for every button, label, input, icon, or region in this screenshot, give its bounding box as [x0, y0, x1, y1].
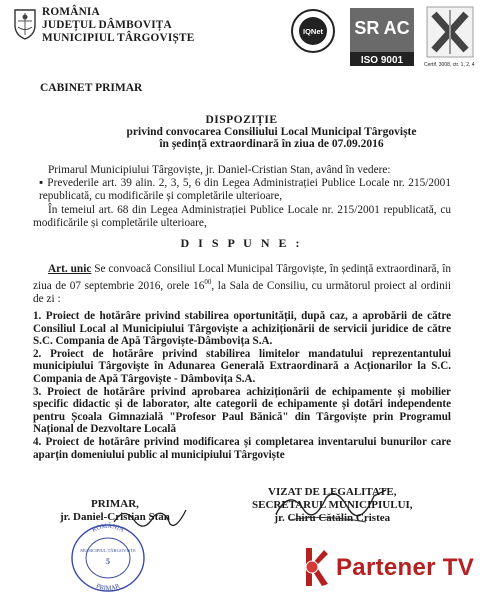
- legal-basis-text: Prevederile art. 39 alin. 2, 3, 5, 6 din Legea Administrației Publice Locale nr. 215/2001 republicată, cu modificările și completările ulterioare,: [39, 177, 451, 202]
- agenda-item: 4. Proiect de hotărâre privind modificarea și completarea inventarului bunurilor care aparțin domeniului public al municipiului Târgoviște: [33, 435, 451, 461]
- legality-label: VIZAT DE LEGALITATE,: [268, 486, 397, 498]
- secretary-title: SECRETARUL MUNICIPIULUI,: [252, 499, 413, 511]
- article-hour-sup: 00: [204, 277, 212, 286]
- svg-text:ISO 9001: ISO 9001: [360, 55, 404, 66]
- quality-mark-icon: [426, 6, 474, 58]
- mayor-name: jr. Daniel-Cristian Stan: [60, 511, 170, 523]
- partener-tv-logo-icon: [300, 546, 330, 588]
- svg-text:MUNICIPIUL TÂRGOVIȘTE: MUNICIPIUL TÂRGOVIȘTE: [80, 548, 136, 553]
- svg-text:PRIMAR: PRIMAR: [95, 582, 121, 593]
- dispune-heading: D I S P U N E :: [180, 236, 303, 250]
- iqnet-logo-icon: [290, 8, 336, 54]
- svg-text:SR AC: SR AC: [354, 18, 410, 38]
- legal-ground-paragraph: În temeiul art. 68 din Legea Administrației Publice Locale nr. 215/2001 republicată, cu modificările și completările ulterioare,: [33, 204, 451, 229]
- bullet: ▪: [39, 177, 48, 189]
- document-title: DISPOZIȚIE: [205, 114, 278, 126]
- department-label: CABINET PRIMAR: [40, 82, 143, 94]
- agenda-item: 2. Proiect de hotărâre privind stabilirea limitelor mandatului reprezentantului municipiului Târgoviște în Adunarea Generală Extraordinară a Acționarilor la S.C. Compania de Apă Târgoviște - Dâmbovița S.A.: [33, 347, 451, 385]
- header-institution: [42, 6, 194, 45]
- agenda-item: 1. Proiect de hotărâre privind stabilirea oportunității, după caz, a aprobării de către Consiliul Local al Municipiului Târgoviște a achiziționării de servicii juridice de către S.C. Compania de Apă Târgoviște-Dâmbovița S.A.: [33, 310, 451, 348]
- svg-text:5: 5: [106, 557, 110, 566]
- secretary-name: jr. Chiru Cătălin Cristea: [274, 512, 391, 524]
- mayor-title: PRIMAR,: [90, 498, 139, 510]
- article-label: Art. unic: [48, 263, 92, 275]
- certification-logos: [290, 6, 478, 72]
- document-subtitle-line2: în ședință extraordinară în ziua de 07.09.2016: [159, 138, 384, 150]
- srac-iso-logo-icon: [348, 6, 416, 68]
- header-county: JUDEȚUL DÂMBOVIȚA: [42, 19, 172, 31]
- official-stamp-icon: [66, 518, 150, 594]
- watermark-text: Partener TV: [336, 554, 475, 581]
- legal-basis-paragraph: [33, 177, 451, 203]
- intro-paragraph: Primarul Municipiului Târgoviște, jr. Daniel-Cristian Stan, având în vedere:: [48, 164, 391, 176]
- article-paragraph: [33, 263, 451, 305]
- certificate-number: Certif. 3008, ctr. 1, 2, 4: [424, 62, 475, 68]
- svg-text:ROMÂNIA: ROMÂNIA: [90, 522, 126, 534]
- article-text-b: , la Sala de Consiliu, cu următorul proiect al ordinii de zi :: [33, 279, 451, 305]
- article-text-a: Se convoacă Consiliul Local Municipal Târgoviște, în ședință extraordinară, în ziua de 07 septembrie 2016, orele 16: [33, 263, 451, 292]
- agenda-list: [33, 310, 451, 461]
- document-subtitle-line1: privind convocarea Consiliului Local Municipal Târgoviște: [126, 126, 417, 138]
- secretary-signature-icon: [270, 484, 390, 532]
- header-municipality: MUNICIPIUL TÂRGOVIȘTE: [42, 32, 195, 44]
- coat-of-arms-icon: [12, 7, 38, 40]
- svg-text:IQNet: IQNet: [302, 27, 324, 36]
- header-country: ROMÂNIA: [42, 6, 100, 18]
- agenda-item: 3. Proiect de hotărâre privind aprobarea achiziționării de echipamente și mobilier specific didactic și de laborator, alte categorii de echipamente și dotări independente pentru Școala Gimnazială "Profesor Paul Bănică" din Târgoviște prin Programul Național de Dezvoltare Locală: [33, 385, 451, 436]
